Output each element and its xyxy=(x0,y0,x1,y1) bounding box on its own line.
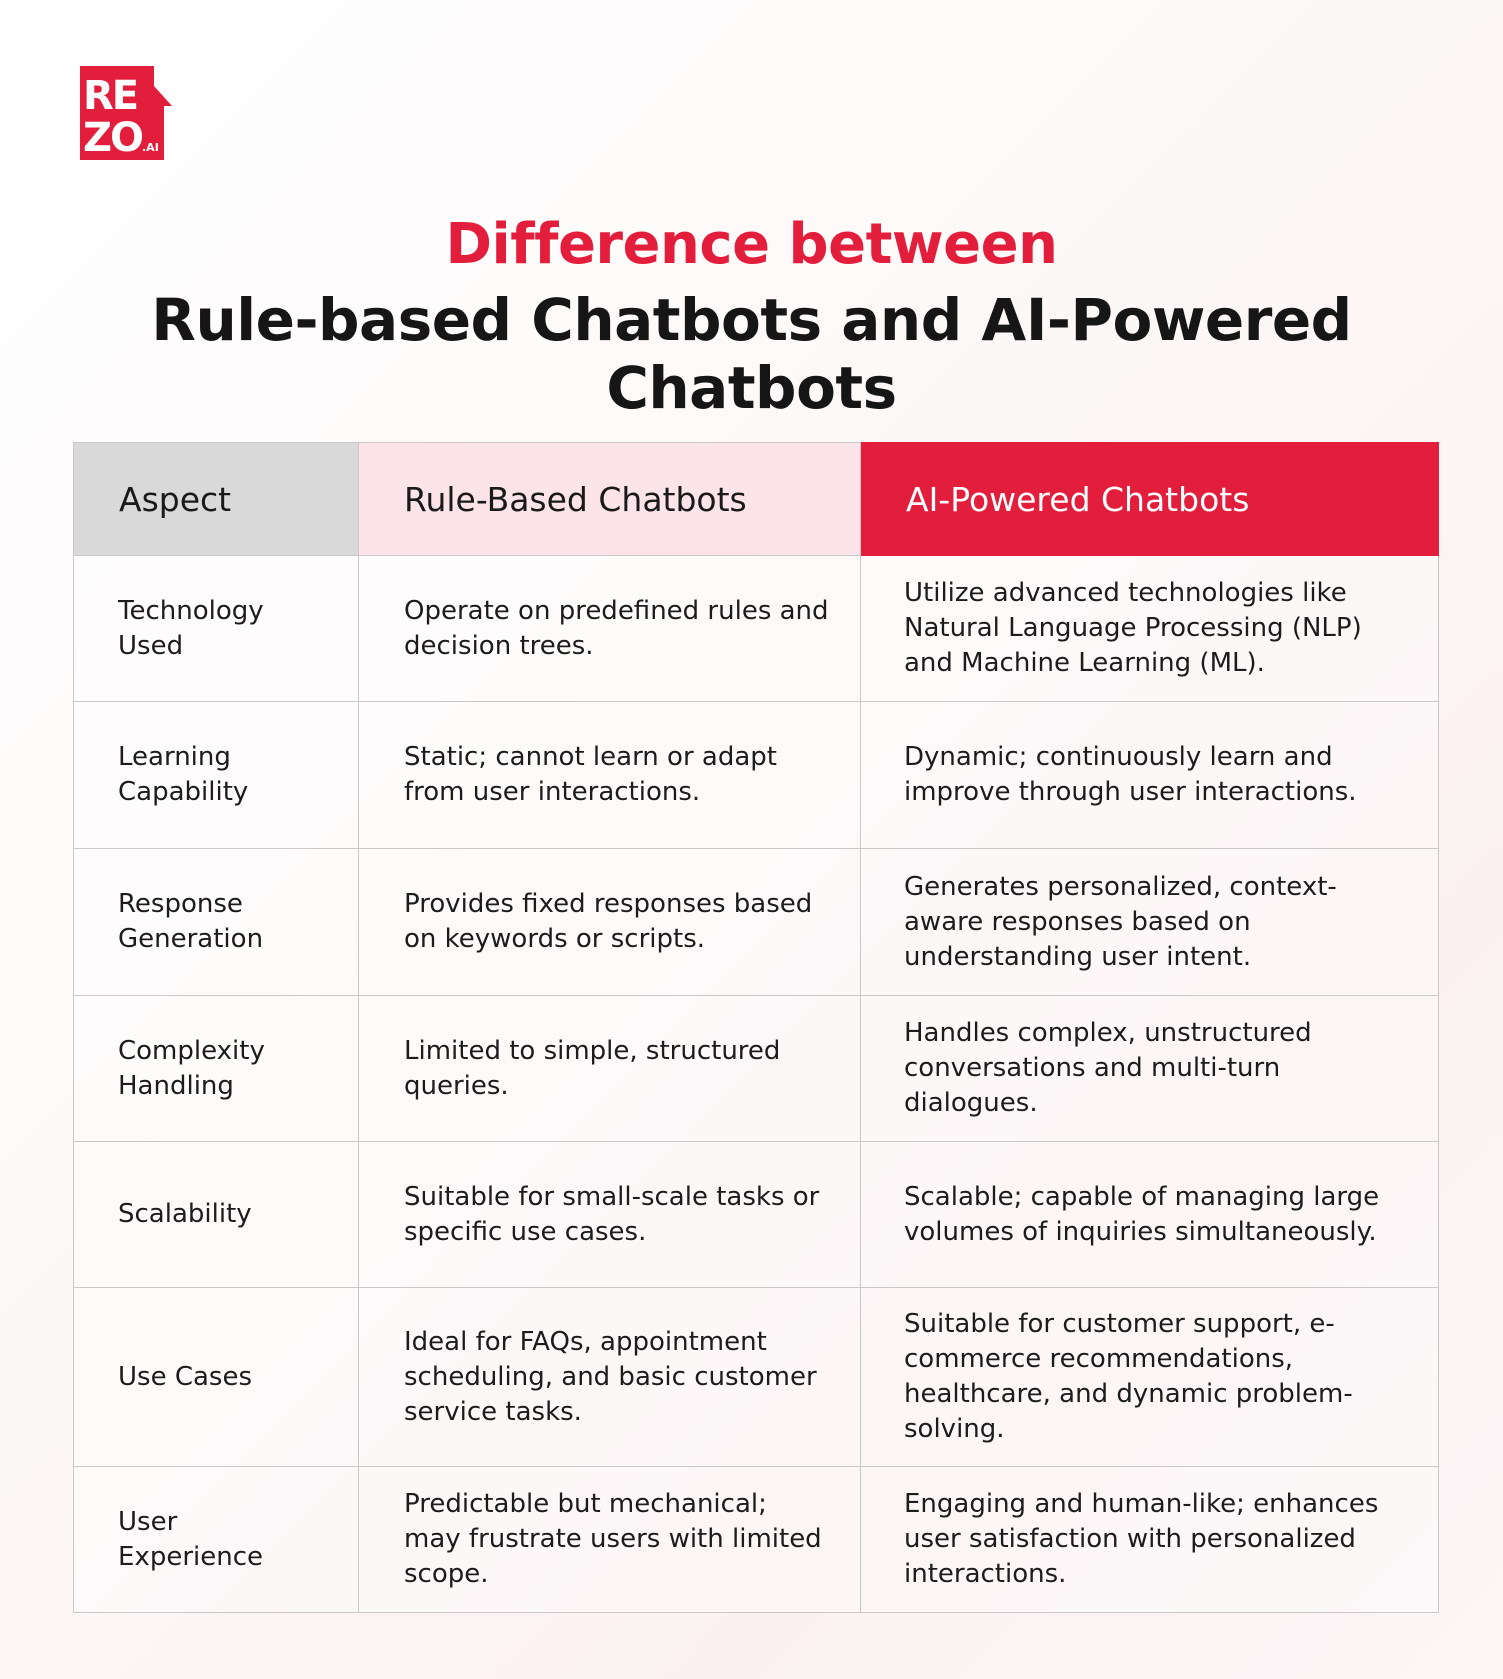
aspect-cell: Use Cases xyxy=(74,1288,359,1467)
table-row xyxy=(74,556,1439,702)
ai-powered-cell: Engaging and human-like; enhances user satisfaction with personalized interactions. xyxy=(861,1467,1439,1613)
ai-powered-cell: Generates personalized, context-aware responses based on understanding user intent. xyxy=(861,849,1439,996)
table-row xyxy=(74,849,1439,996)
aspect-cell: Complexity Handling xyxy=(74,996,359,1142)
brand-logo xyxy=(80,66,172,160)
ai-powered-cell: Utilize advanced technologies like Natural Language Processing (NLP) and Machine Learning (ML). xyxy=(861,556,1439,702)
rule-based-cell: Ideal for FAQs, appointment scheduling, and basic customer service tasks. xyxy=(359,1288,861,1467)
rule-based-cell: Static; cannot learn or adapt from user interactions. xyxy=(359,702,861,849)
page-title-line2: Rule-based Chatbots and AI-Powered Chatbots xyxy=(151,286,1352,422)
ai-powered-cell: Suitable for customer support, e-commerce recommendations, healthcare, and dynamic problem-solving. xyxy=(861,1288,1439,1467)
logo-text-line2: ZO xyxy=(83,115,143,160)
table-row xyxy=(74,1467,1439,1613)
rezo-logo-mark xyxy=(80,66,172,160)
header-aspect: Aspect xyxy=(74,443,359,556)
aspect-cell: Scalability xyxy=(74,1142,359,1288)
ai-powered-cell: Dynamic; continuously learn and improve through user interactions. xyxy=(861,702,1439,849)
page-title-line1: Difference between xyxy=(445,212,1058,277)
header-rule-based: Rule-Based Chatbots xyxy=(359,443,861,556)
ai-powered-cell: Handles complex, unstructured conversations and multi-turn dialogues. xyxy=(861,996,1439,1142)
rule-based-cell: Suitable for small-scale tasks or specific use cases. xyxy=(359,1142,861,1288)
table-row xyxy=(74,996,1439,1142)
header-ai-powered: AI-Powered Chatbots xyxy=(861,443,1439,556)
table-row xyxy=(74,1142,1439,1288)
rule-based-cell: Predictable but mechanical; may frustrate users with limited scope. xyxy=(359,1467,861,1613)
table-header-row xyxy=(74,443,1439,556)
logo-text-suffix: .AI xyxy=(142,141,159,154)
rule-based-cell: Limited to simple, structured queries. xyxy=(359,996,861,1142)
table-row xyxy=(74,702,1439,849)
aspect-cell: User Experience xyxy=(74,1467,359,1613)
rule-based-cell: Operate on predefined rules and decision trees. xyxy=(359,556,861,702)
ai-powered-cell: Scalable; capable of managing large volumes of inquiries simultaneously. xyxy=(861,1142,1439,1288)
aspect-cell: Learning Capability xyxy=(74,702,359,849)
rule-based-cell: Provides fixed responses based on keywords or scripts. xyxy=(359,849,861,996)
table-row xyxy=(74,1288,1439,1467)
comparison-table xyxy=(73,442,1439,1613)
aspect-cell: Technology Used xyxy=(74,556,359,702)
aspect-cell: Response Generation xyxy=(74,849,359,996)
logo-text-line1: RE xyxy=(83,73,138,119)
